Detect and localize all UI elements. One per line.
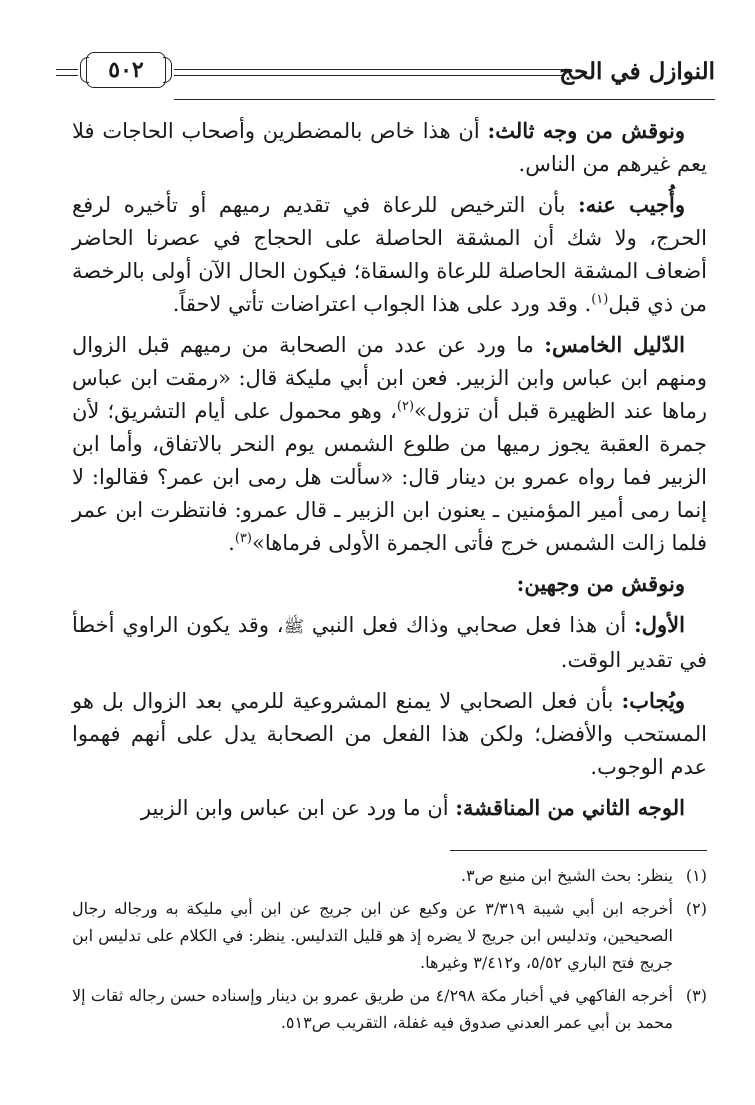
footnote-reference[interactable]: (٣) xyxy=(234,531,252,546)
paragraph-text: أن هذا خاص بالمضطرين وأصحاب الحاجات فلا يعم غيرهم من الناس. xyxy=(72,119,707,176)
footnote-text: أخرجه ابن أبي شيبة ٣/٣١٩ عن وكيع عن ابن جريج عن ابن أبي مليكة به ورجاله رجال الصحيحين، وتدليس ابن جريج لا يضره إذ هو قليل التدليس. ينظر: في الكلام على تدليس ابن جريج فتح الباري ٥/٥٢، و٣/٤١٢ وغيرها. xyxy=(72,899,673,972)
header-double-rule-end xyxy=(56,69,78,76)
paragraph-lead: ويُجاب: xyxy=(621,688,685,713)
page-number-frame xyxy=(86,52,166,88)
paragraph-text: بأن فعل الصحابي لا يمنع المشروعية للرمي بعد الزوال بل هو المستحب والأفضل؛ ولكن هذا الفعل من الصحابة يدل على أنهم فهموا عدم الوجوب. xyxy=(72,689,707,779)
paragraph xyxy=(72,188,707,321)
paragraph xyxy=(72,328,707,560)
paragraph-text: . وقد ورد على هذا الجواب اعتراضات تأتي لاحقاً. xyxy=(172,292,592,316)
main-text xyxy=(72,114,707,832)
running-header xyxy=(56,42,715,104)
paragraph-lead: الوجه الثاني من المناقشة: xyxy=(455,795,685,820)
paragraph-text: ، وهو محمول على أيام التشريق؛ لأن جمرة العقبة يجوز رميها من طلوع الشمس يوم النحر بالاتفاق، وأما ابن الزبير فما رواه عمرو بن دينار قال: «سألت هل رمى ابن عمر؟ فقالوا: لا إنما رمى أمير المؤمنين ـ يعنون ابن الزبير ـ قال عمرو: فانتظرت ابن عمر فلما زالت الشمس خرج فأتى الجمرة الأولى فرماها» xyxy=(72,399,707,555)
footnote-text: أخرجه الفاكهي في أخبار مكة ٤/٢٩٨ من طريق عمرو بن دينار وإسناده حسن رجاله ثقات إلا محمد بن أبي عمر العدني صدوق فيه غفلة، التقريب ص٥١٣. xyxy=(72,986,673,1032)
footnotes xyxy=(72,862,707,1042)
footnote-reference[interactable]: (٢) xyxy=(396,399,415,414)
footnote-number: (٢) xyxy=(685,899,707,918)
footnote-reference[interactable]: (١) xyxy=(591,292,609,307)
footnote xyxy=(72,982,707,1036)
paragraph-lead: ونوقش من وجهين: xyxy=(516,571,685,596)
footnote-number: (١) xyxy=(685,866,707,885)
footnote-separator xyxy=(450,850,707,851)
paragraph-lead: وأُجيب عنه: xyxy=(578,192,685,217)
paragraph-text: أن ما ورد عن ابن عباس وابن الزبير xyxy=(140,796,456,820)
paragraph xyxy=(72,567,707,601)
footnote xyxy=(72,895,707,976)
paragraph-text: ، وقد يكون الراوي أخطأ في تقدير الوقت. xyxy=(72,613,707,672)
paragraph-text: . xyxy=(228,531,235,555)
footnote xyxy=(72,862,707,889)
paragraph-text: ما ورد عن عدد من الصحابة من رميهم قبل الزوال ومنهم ابن عباس وابن الزبير. فعن ابن أبي مليكة قال: «رمقت ابن عباس رماها عند الظهيرة قبل أن تزول» xyxy=(72,333,707,423)
page-number: ٥٠٢ xyxy=(108,57,144,83)
paragraph xyxy=(72,791,707,825)
paragraph-lead: ونوقش من وجه ثالث: xyxy=(487,118,685,143)
header-double-rule xyxy=(174,69,565,76)
paragraph xyxy=(72,684,707,784)
paragraph-lead: الدّليل الخامس: xyxy=(544,332,686,357)
footnote-text: ينظر: بحث الشيخ ابن منيع ص٣. xyxy=(460,866,673,885)
paragraph-lead: الأول: xyxy=(634,612,685,637)
footnote-number: (٣) xyxy=(685,986,707,1005)
book-title: النوازل في الحج xyxy=(559,58,715,85)
salawat-glyph: ﷺ xyxy=(283,617,305,637)
paragraph-text: بأن الترخيص للرعاة في تقديم رميهم أو تأخيره لرفع الحرج، ولا شك أن المشقة الحاصلة على الحجاج في عصرنا الحاضر أضعاف المشقة الحاصلة للرعاة والسقاة؛ فيكون الحال الآن أولى بالرخصة من ذي قبل xyxy=(72,193,707,316)
header-underline xyxy=(174,99,715,100)
paragraph xyxy=(72,114,707,181)
paragraph-text: أن هذا فعل صحابي وذاك فعل النبي xyxy=(304,613,635,637)
paragraph xyxy=(72,608,707,677)
